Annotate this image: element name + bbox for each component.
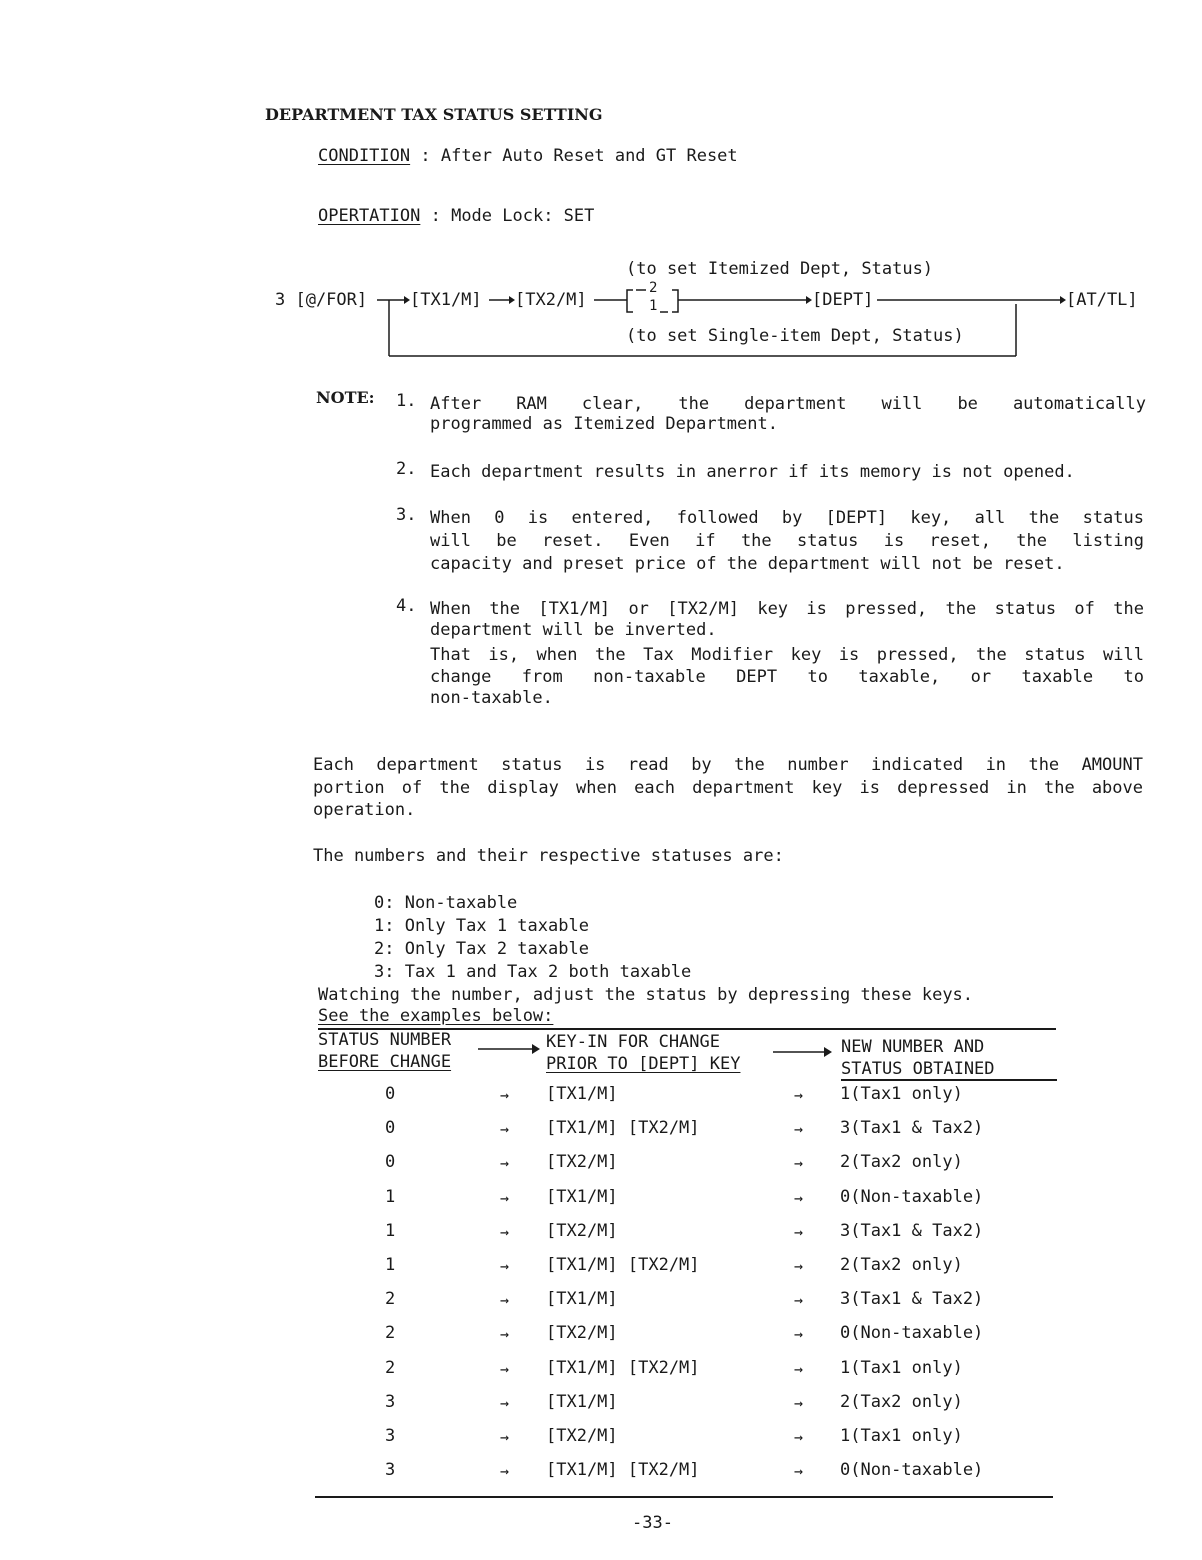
- cell-key: [TX2/M]: [546, 1323, 618, 1344]
- diagram-option-1: 1: [649, 298, 658, 314]
- cell-before: 1: [385, 1186, 396, 1207]
- note-3-line-2: will be reset. Even if the status is reset, the listing: [430, 531, 1144, 551]
- page-title: DEPARTMENT TAX STATUS SETTING: [265, 105, 603, 124]
- para1-line-1: Each department status is read by the number indicated in the AMOUNT: [313, 755, 1143, 775]
- cell-key: [TX1/M]: [546, 1186, 618, 1207]
- cell-after: 1(Tax1 only): [840, 1084, 963, 1104]
- note-4-line-4: change from non-taxable DEPT to taxable, or taxable to: [430, 667, 1144, 687]
- cell-before: 0: [385, 1118, 396, 1139]
- cell-key: [TX1/M]: [546, 1084, 618, 1104]
- row-arrow-2: →: [794, 1291, 804, 1310]
- row-arrow-1: →: [500, 1086, 510, 1104]
- col3-header-line-1: NEW NUMBER AND: [841, 1037, 985, 1057]
- col2-header-line-1: KEY-IN FOR CHANGE: [546, 1032, 720, 1052]
- cell-key: [TX1/M]: [546, 1289, 618, 1310]
- condition-text: : After Auto Reset and GT Reset: [420, 146, 738, 166]
- diagram-bottom-note: (to set Single-item Dept, Status): [626, 326, 964, 346]
- row-arrow-2: →: [794, 1428, 804, 1446]
- condition-label: CONDITION: [318, 146, 411, 166]
- para2: The numbers and their respective statuses are:: [313, 846, 784, 866]
- status-0: 0: Non-taxable: [374, 893, 518, 913]
- cell-before: 3: [385, 1460, 396, 1481]
- diagram-tx1-key: [TX1/M]: [410, 290, 482, 310]
- cell-after: 3(Tax1 & Tax2): [840, 1220, 984, 1241]
- cell-before: 2: [385, 1357, 396, 1378]
- cell-key: [TX1/M] [TX2/M]: [546, 1460, 700, 1481]
- row-arrow-2: →: [794, 1462, 804, 1481]
- status-3: 3: Tax 1 and Tax 2 both taxable: [374, 962, 692, 982]
- status-1: 1: Only Tax 1 taxable: [374, 916, 589, 936]
- row-arrow-1: →: [500, 1359, 510, 1378]
- row-arrow-2: →: [794, 1154, 804, 1173]
- cell-key: [TX1/M] [TX2/M]: [546, 1357, 700, 1378]
- cell-before: 0: [385, 1084, 396, 1104]
- cell-after: 0(Non-taxable): [840, 1323, 984, 1344]
- diagram-top-note: (to set Itemized Dept, Status): [626, 259, 934, 279]
- watching-line: Watching the number, adjust the status by depressing these keys.: [318, 985, 974, 1005]
- row-arrow-1: →: [500, 1154, 510, 1173]
- note-3-line-1: When 0 is entered, followed by [DEPT] key, all the status: [430, 508, 1144, 528]
- cell-after: 3(Tax1 & Tax2): [840, 1289, 984, 1310]
- page-number: -33-: [632, 1513, 673, 1533]
- table-bottom-rule: [315, 1496, 1053, 1498]
- row-arrow-1: →: [500, 1257, 510, 1275]
- operation-label: OPERTATION: [318, 206, 421, 226]
- cell-key: [TX2/M]: [546, 1220, 618, 1241]
- row-arrow-1: →: [500, 1428, 510, 1446]
- cell-key: [TX2/M]: [546, 1152, 618, 1173]
- row-arrow-2: →: [794, 1188, 804, 1207]
- row-arrow-1: →: [500, 1393, 510, 1412]
- row-arrow-1: →: [500, 1120, 510, 1139]
- cell-key: [TX1/M] [TX2/M]: [546, 1118, 700, 1139]
- diagram-start-key: 3 [@/FOR]: [275, 290, 368, 310]
- cell-after: 0(Non-taxable): [840, 1186, 984, 1207]
- cell-after: 2(Tax2 only): [840, 1255, 963, 1275]
- row-arrow-2: →: [794, 1120, 804, 1139]
- status-2: 2: Only Tax 2 taxable: [374, 939, 589, 959]
- note-4-line-3: That is, when the Tax Modifier key is pressed, the status will: [430, 645, 1144, 665]
- note-number-4: 4.: [396, 596, 417, 616]
- cell-before: 1: [385, 1220, 396, 1241]
- operation-text: : Mode Lock: SET: [430, 206, 595, 226]
- row-arrow-1: →: [500, 1188, 510, 1207]
- note-number-1: 1.: [396, 391, 417, 411]
- note-4-line-2: department will be inverted.: [430, 620, 717, 640]
- row-arrow-2: →: [794, 1359, 804, 1378]
- cell-after: 1(Tax1 only): [840, 1357, 963, 1378]
- cell-after: 3(Tax1 & Tax2): [840, 1118, 984, 1139]
- row-arrow-2: →: [794, 1086, 804, 1104]
- note-3-line-3: capacity and preset price of the department will not be reset.: [430, 554, 1065, 574]
- col1-header-line-2: BEFORE CHANGE: [318, 1052, 452, 1072]
- note-number-2: 2.: [396, 459, 417, 479]
- diagram-tx2-key: [TX2/M]: [515, 290, 587, 310]
- note-1-line-2: programmed as Itemized Department.: [430, 414, 778, 434]
- row-arrow-2: →: [794, 1393, 804, 1412]
- cell-key: [TX1/M] [TX2/M]: [546, 1255, 700, 1275]
- row-arrow-1: →: [500, 1325, 510, 1344]
- note-1-line-1: After RAM clear, the department will be automatically: [430, 394, 1146, 414]
- col3-header-line-2: STATUS OBTAINED: [841, 1059, 995, 1079]
- row-arrow-2: →: [794, 1222, 804, 1241]
- diagram-option-2: 2: [649, 280, 658, 296]
- cell-after: 2(Tax2 only): [840, 1152, 963, 1173]
- note-label: NOTE:: [316, 388, 375, 407]
- cell-before: 2: [385, 1323, 396, 1344]
- note-number-3: 3.: [396, 505, 417, 525]
- row-arrow-1: →: [500, 1462, 510, 1481]
- cell-before: 3: [385, 1426, 396, 1446]
- para1-line-2: portion of the display when each department key is depressed in the above: [313, 778, 1143, 798]
- see-examples-line: See the examples below:: [318, 1006, 554, 1026]
- cell-before: 2: [385, 1289, 396, 1310]
- row-arrow-2: →: [794, 1257, 804, 1275]
- cell-before: 1: [385, 1255, 396, 1275]
- row-arrow-1: →: [500, 1222, 510, 1241]
- cell-after: 2(Tax2 only): [840, 1391, 963, 1412]
- col1-header-line-1: STATUS NUMBER: [318, 1030, 452, 1050]
- cell-after: 1(Tax1 only): [840, 1426, 963, 1446]
- row-arrow-2: →: [794, 1325, 804, 1344]
- cell-key: [TX2/M]: [546, 1426, 618, 1446]
- note-4-line-1: When the [TX1/M] or [TX2/M] key is pressed, the status of the: [430, 599, 1144, 619]
- col2-header-line-2: PRIOR TO [DEPT] KEY: [546, 1054, 741, 1074]
- note-4-line-5: non-taxable.: [430, 688, 553, 708]
- cell-before: 0: [385, 1152, 396, 1173]
- cell-before: 3: [385, 1391, 396, 1412]
- diagram-dept-key: [DEPT]: [812, 290, 874, 310]
- note-2-line-1: Each department results in anerror if its memory is not opened.: [430, 462, 1075, 482]
- para1-line-3: operation.: [313, 800, 416, 820]
- diagram-end-key: [AT/TL]: [1066, 290, 1138, 310]
- cell-key: [TX1/M]: [546, 1391, 618, 1412]
- row-arrow-1: →: [500, 1291, 510, 1310]
- cell-after: 0(Non-taxable): [840, 1460, 984, 1481]
